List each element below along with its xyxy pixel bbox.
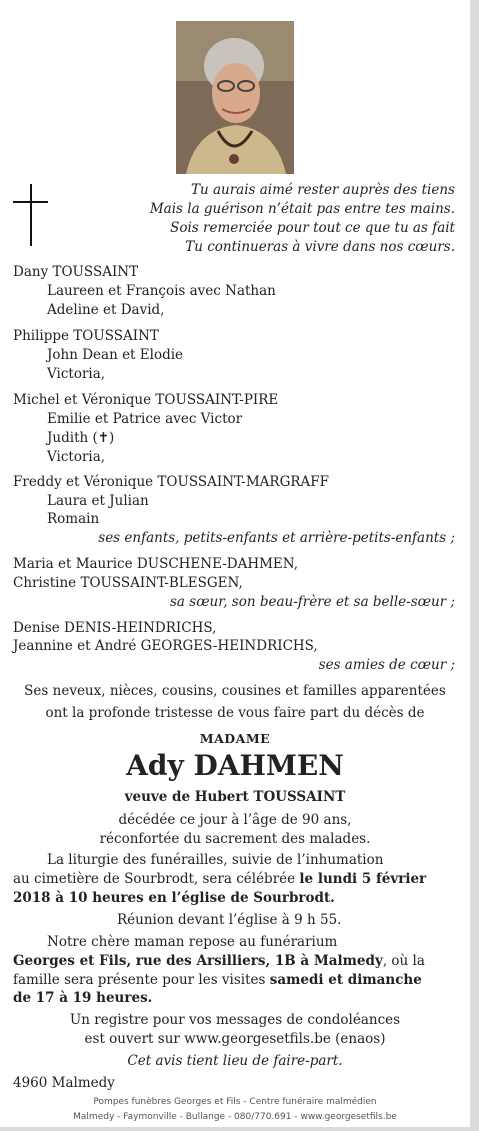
visit-hours: de 17 à 19 heures.	[13, 990, 153, 1006]
funeral-text: au cimetière de Sourbrodt, sera célébrée	[13, 871, 300, 887]
relation-note: sa sœur, son beau-frère et sa belle-sœur ;	[170, 594, 455, 610]
poem-line: Mais la guérison n’était pas entre tes mains.	[149, 201, 455, 217]
death-line: décédée ce jour à l’âge de 90 ans,	[118, 812, 352, 828]
relation-note: ses enfants, petits-enfants et arrière-petits-enfants ;	[98, 530, 455, 546]
portrait-photo	[176, 21, 294, 174]
family-child: Laura et Julian	[47, 493, 149, 509]
family-head: Freddy et Véronique TOUSSAINT-MARGRAFF	[13, 474, 330, 490]
announce-line: ont la profonde tristesse de vous faire part du décès de	[45, 705, 425, 721]
latin-cross-icon-bar	[13, 201, 48, 203]
poem-line: Tu aurais aimé rester auprès des tiens	[190, 182, 455, 198]
locality: 4960 Malmedy	[13, 1075, 115, 1091]
visit-days: samedi et dimanche	[269, 972, 422, 988]
family-child: Emilie et Patrice avec Victor	[47, 411, 243, 427]
latin-cross-icon	[30, 184, 32, 246]
family-head: Michel et Véronique TOUSSAINT-PIRE	[13, 392, 279, 408]
register-line: Un registre pour vos messages de condoléances	[69, 1012, 401, 1028]
family-child: Romain	[47, 511, 100, 527]
funeral-date: le lundi 5 février	[299, 871, 427, 887]
register-line: est ouvert sur www.georgesetfils.be (enaos)	[84, 1031, 386, 1047]
footer-line: Malmedy - Faymonville - Bullange - 080/770.691 - www.georgesetfils.be	[73, 1112, 397, 1122]
visits-line	[13, 972, 422, 989]
funeral-line	[13, 871, 426, 888]
notice-line: Cet avis tient lieu de faire-part.	[127, 1053, 343, 1069]
family-child: Adeline et David,	[47, 302, 165, 318]
family-child: Victoria,	[47, 366, 106, 382]
title-madame: MADAME	[199, 731, 271, 746]
family-head: Christine TOUSSAINT-BLESGEN,	[13, 575, 243, 591]
poem-line: Tu continueras à vivre dans nos cœurs.	[185, 239, 455, 255]
bottom-margin	[0, 1127, 470, 1131]
funeral-text: , où la	[382, 953, 425, 969]
funeral-home-line	[13, 953, 425, 970]
poem-line: Sois remerciée pour tout ce que tu as fait	[170, 220, 455, 236]
funeral-home: Georges et Fils, rue des Arsilliers, 1B à Malmedy	[13, 953, 383, 969]
announce-line: Ses neveux, nièces, cousins, cousines et familles apparentées	[24, 683, 446, 699]
deceased-name: Ady DAHMEN	[126, 749, 344, 782]
funeral-line: La liturgie des funérailles, suivie de l’inhumation	[47, 852, 384, 868]
meeting-line: Réunion devant l’église à 9 h 55.	[117, 912, 342, 928]
funeral-date-line: 2018 à 10 heures en l’église de Sourbrodt.	[13, 890, 335, 906]
family-child: Judith (✝)	[47, 430, 115, 446]
funeral-text: famille sera présente pour les visites	[13, 972, 270, 988]
family-head: Dany TOUSSAINT	[13, 264, 139, 280]
family-head: Philippe TOUSSAINT	[13, 328, 159, 344]
family-head: Jeannine et André GEORGES-HEINDRICHS,	[13, 638, 318, 654]
family-child: John Dean et Elodie	[47, 347, 184, 363]
widow-of: veuve de Hubert TOUSSAINT	[124, 789, 346, 805]
footer-line: Pompes funèbres Georges et Fils - Centre funéraire malmédien	[93, 1097, 377, 1107]
funeral-line: Notre chère maman repose au funérarium	[47, 934, 338, 950]
family-head: Denise DENIS-HEINDRICHS,	[13, 620, 217, 636]
relation-note: ses amies de cœur ;	[318, 657, 455, 673]
death-line: réconfortée du sacrement des malades.	[99, 831, 371, 847]
family-child: Victoria,	[47, 449, 106, 465]
family-child: Laureen et François avec Nathan	[47, 283, 276, 299]
right-margin	[470, 0, 479, 1131]
family-head: Maria et Maurice DUSCHENE-DAHMEN,	[13, 556, 299, 572]
